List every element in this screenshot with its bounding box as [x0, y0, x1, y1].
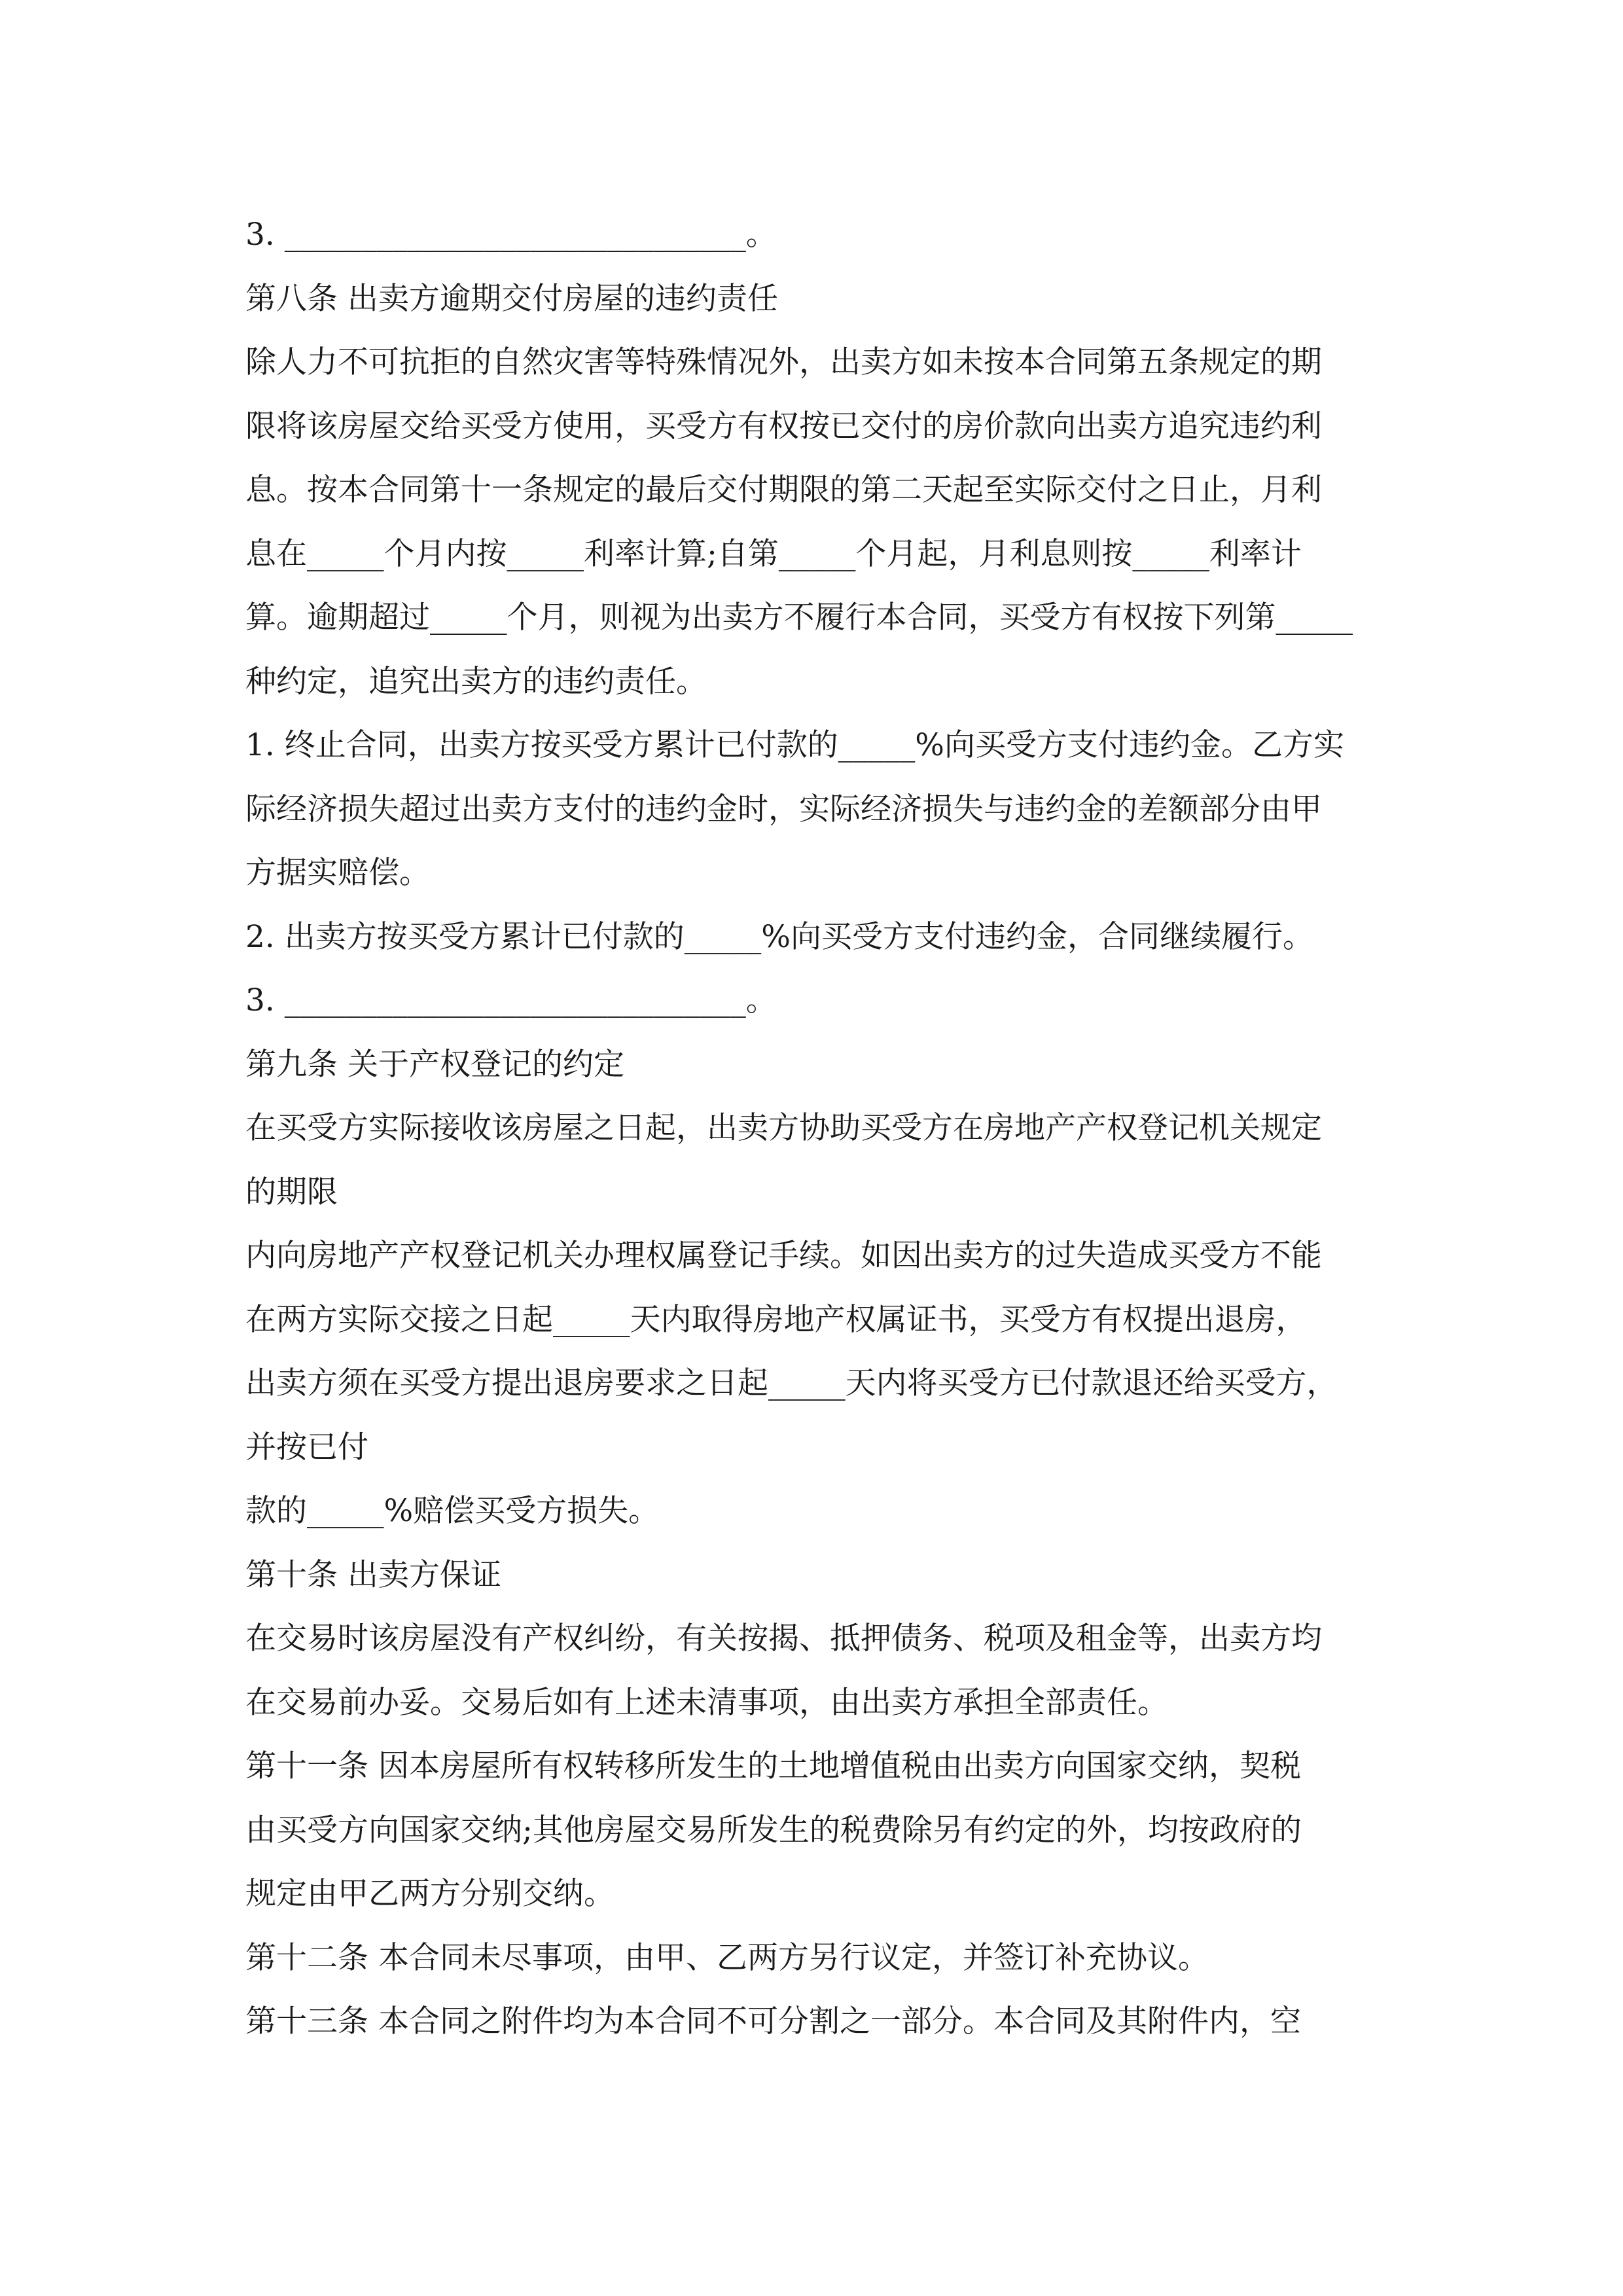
article-9-text-line: 在买受方实际接收该房屋之日起，出卖方协助买受方在房地产产权登记机关规定 [245, 1110, 1322, 1146]
article-10-text-line: 在交易时该房屋没有产权纠纷，有关按揭、抵押债务、税项及租金等，出卖方均 [245, 1621, 1322, 1657]
article-8-text-line: 限将该房屋交给买受方使用，买受方有权按已交付的房价款向出卖方追究违约利 [245, 408, 1322, 444]
article-9-text-line: 出卖方须在买受方提出退房要求之日起_____天内将买受方已付款退还给买受方， [245, 1365, 1338, 1401]
article-8-item-1-cont: 际经济损失超过出卖方支付的违约金时，实际经济损失与违约金的差额部分由甲 [245, 791, 1322, 827]
article-8-item-2: 2. 出卖方按买受方累计已付款的_____%向买受方支付违约金，合同继续履行。 [245, 918, 1313, 955]
contract-text [245, 203, 1397, 2054]
article-8-text-line: 除人力不可抗拒的自然灾害等特殊情况外，出卖方如未按本合同第五条规定的期 [245, 344, 1322, 380]
article-8-text-line: 种约定，追究出卖方的违约责任。 [245, 663, 707, 700]
article-9-text-line: 款的_____%赔偿买受方损失。 [245, 1493, 660, 1529]
article-8-item-1: 1. 终止合同，出卖方按买受方累计已付款的_____%向买受方支付违约金。乙方实 [245, 727, 1344, 763]
article-8-item-1-cont: 方据实赔偿。 [245, 855, 430, 891]
article-8-text-line: 息在_____个月内按_____利率计算;自第_____个月起，月利息则按_____利率计 [245, 535, 1302, 572]
article-8-text-line: 息。按本合同第十一条规定的最后交付期限的第二天起至实际交付之日止，月利 [245, 472, 1322, 508]
article-9-text-line: 内向房地产产权登记机关办理权属登记手续。如因出卖方的过失造成买受方不能 [245, 1238, 1322, 1274]
article-11-text-line: 由买受方向国家交纳;其他房屋交易所发生的税费除另有约定的外，均按政府的 [245, 1812, 1302, 1848]
article-8-text-line: 算。逾期超过_____个月，则视为出卖方不履行本合同，买受方有权按下列第_____ [245, 600, 1353, 636]
article-11-text-line: 规定由甲乙两方分别交纳。 [245, 1876, 615, 1912]
article-12-text-line: 第十二条 本合同未尽事项，由甲、乙两方另行议定，并签订补充协议。 [245, 1939, 1209, 1976]
article-9-heading: 第九条 关于产权登记的约定 [245, 1046, 624, 1083]
clause-7-item-3: 3. ______________________________。 [245, 217, 777, 253]
article-9-text-line: 并按已付 [245, 1429, 368, 1465]
article-11-text-line: 第十一条 因本房屋所有权转移所发生的土地增值税由出卖方向国家交纳，契税 [245, 1748, 1301, 1784]
article-10-heading: 第十条 出卖方保证 [245, 1556, 501, 1593]
article-10-text-line: 在交易前办妥。交易后如有上述未清事项，由出卖方承担全部责任。 [245, 1684, 1168, 1721]
article-13-text-line: 第十三条 本合同之附件均为本合同不可分割之一部分。本合同及其附件内，空 [245, 2003, 1301, 2039]
article-8-item-3: 3. ______________________________。 [245, 982, 777, 1018]
article-8-heading: 第八条 出卖方逾期交付房屋的违约责任 [245, 280, 778, 317]
article-9-text-line: 的期限 [245, 1174, 338, 1210]
article-9-text-line: 在两方实际交接之日起_____天内取得房地产权属证书，买受方有权提出退房， [245, 1301, 1307, 1338]
